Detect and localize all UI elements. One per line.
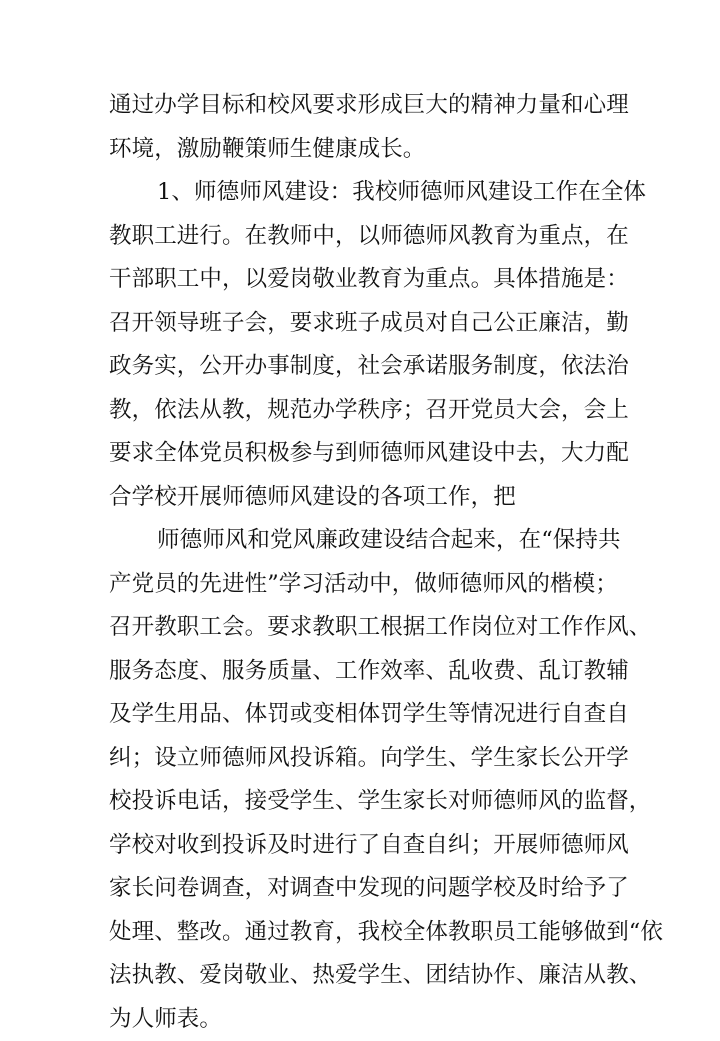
- text-line: 纠；设立师德师风投诉箱。向学生、学生家长公开学: [109, 737, 619, 781]
- text-line: 服务态度、服务质量、工作效率、乱收费、乱订教辅: [109, 650, 619, 694]
- text-line: 环境，激励鞭策师生健康成长。: [109, 128, 619, 172]
- text-line: 政务实，公开办事制度，社会承诺服务制度，依法治: [109, 345, 619, 389]
- text-line: 召开教职工会。要求教职工根据工作岗位对工作作风、: [109, 606, 619, 650]
- text-line: 家长问卷调查，对调查中发现的问题学校及时给予了: [109, 867, 619, 911]
- body-text: [109, 84, 619, 1041]
- text-line: 1、师德师风建设：我校师德师风建设工作在全体: [109, 171, 619, 215]
- text-line: 要求全体党员积极参与到师德师风建设中去，大力配: [109, 432, 619, 476]
- text-line: 校投诉电话，接受学生、学生家长对师德师风的监督，: [109, 780, 619, 824]
- text-line: 处理、整改。通过教育，我校全体教职员工能够做到“依: [109, 911, 619, 955]
- text-line: 学校对收到投诉及时进行了自查自纠；开展师德师风: [109, 824, 619, 868]
- text-line: 通过办学目标和校风要求形成巨大的精神力量和心理: [109, 84, 619, 128]
- text-line: 教职工进行。在教师中，以师德师风教育为重点，在: [109, 215, 619, 259]
- text-line: 召开领导班子会，要求班子成员对自己公正廉洁，勤: [109, 302, 619, 346]
- text-line: 法执教、爱岗敬业、热爱学生、团结协作、廉洁从教、: [109, 954, 619, 998]
- text-line: 产党员的先进性”学习活动中，做师德师风的楷模；: [109, 563, 619, 607]
- text-line: 及学生用品、体罚或变相体罚学生等情况进行自查自: [109, 693, 619, 737]
- text-line: 为人师表。: [109, 998, 619, 1041]
- text-line: 干部职工中，以爱岗敬业教育为重点。具体措施是：: [109, 258, 619, 302]
- text-line: 教，依法从教，规范办学秩序；召开党员大会，会上: [109, 389, 619, 433]
- text-line: 合学校开展师德师风建设的各项工作，把: [109, 476, 619, 520]
- text-line: 师德师风和党风廉政建设结合起来，在“保持共: [109, 519, 619, 563]
